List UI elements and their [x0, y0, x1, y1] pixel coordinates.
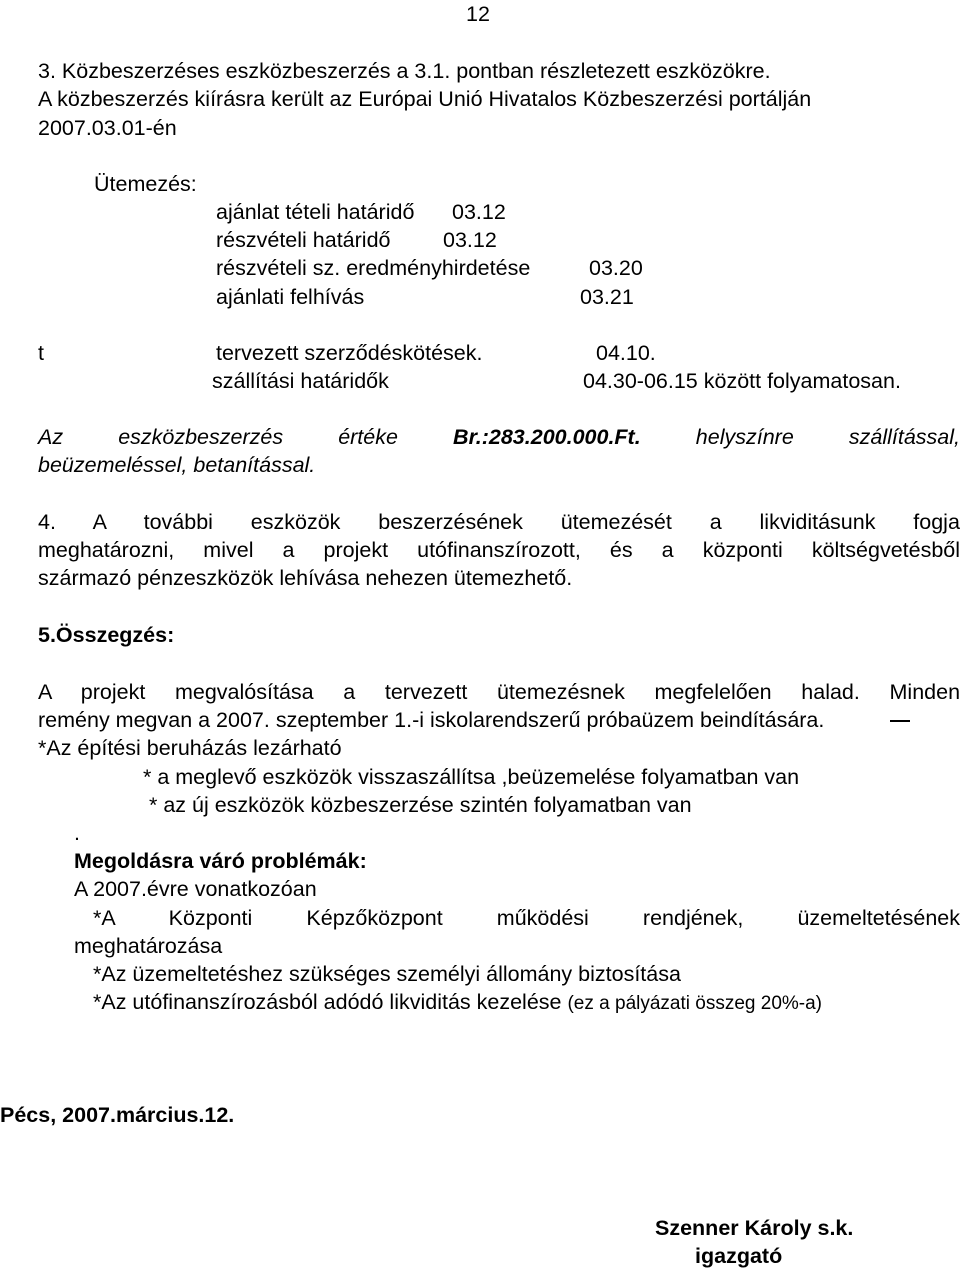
- place-date: Pécs, 2007.március.12.: [0, 1103, 235, 1127]
- word: A: [38, 680, 52, 704]
- word: likviditásunk: [759, 510, 876, 534]
- problems-item1-line1: [93, 908, 960, 930]
- schedule-item-value: 03.12: [452, 200, 506, 224]
- schedule-item-label: részvételi sz. eredményhirdetése: [216, 256, 531, 280]
- procurement-value-line1: [38, 427, 960, 449]
- word: értéke: [338, 425, 398, 449]
- problems-item3-main: *Az utófinanszírozásból adódó likviditás kezelése: [93, 990, 562, 1014]
- problems-item1-line2: meghatározása: [74, 934, 223, 958]
- t-marker: t: [38, 341, 44, 365]
- problems-heading: Megoldásra váró problémák:: [74, 849, 367, 873]
- section3-line3: 2007.03.01-én: [38, 116, 177, 140]
- problems-item3: [93, 992, 822, 1014]
- word: megvalósítása: [174, 680, 314, 704]
- schedule-label: Ütemezés:: [94, 172, 197, 196]
- word: Központi: [168, 906, 253, 930]
- contracts-label: tervezett szerződéskötések.: [216, 341, 483, 365]
- summary-line3: *Az építési beruházás lezárható: [38, 736, 342, 760]
- summary-dot: .: [74, 821, 80, 845]
- word: a: [282, 538, 295, 562]
- word: szállítással,: [848, 425, 960, 449]
- schedule-item-label: részvételi határidő: [216, 228, 391, 252]
- problems-item3-note: (ez a pályázati összeg 20%-a): [567, 993, 822, 1014]
- word: helyszínre: [695, 425, 794, 449]
- summary-line5: * az új eszközök közbeszerzése szintén folyamatban van: [149, 793, 692, 817]
- section3-line2: A közbeszerzés kiírásra került az Európai Unió Hivatalos Közbeszerzési portálján: [38, 87, 812, 111]
- delivery-label: szállítási határidők: [212, 369, 389, 393]
- word: *A: [93, 906, 115, 930]
- delivery-value: 04.30-06.15 között folyamatosan.: [583, 369, 901, 393]
- summary-line1: [38, 682, 960, 704]
- section3-line1: 3. Közbeszerzéses eszközbeszerzés a 3.1. pontban részletezett eszközökre.: [38, 59, 771, 83]
- signer-name: Szenner Károly s.k.: [655, 1216, 854, 1240]
- word: halad.: [801, 680, 860, 704]
- word: tervezett: [384, 680, 468, 704]
- section4-line2: [38, 540, 960, 562]
- schedule-item-label: ajánlati felhívás: [216, 285, 365, 309]
- word: fogja: [913, 510, 960, 534]
- signer-title: igazgató: [695, 1244, 783, 1268]
- word: mivel: [203, 538, 254, 562]
- problems-item2: *Az üzemeltetéshez szükséges személyi állomány biztosítása: [93, 962, 681, 986]
- word: központi: [702, 538, 783, 562]
- schedule-item-value: 03.12: [443, 228, 497, 252]
- word: a: [343, 680, 356, 704]
- word: 4.: [38, 510, 56, 534]
- word: Minden: [889, 680, 960, 704]
- word: költségvetésből: [811, 538, 960, 562]
- word: Az: [38, 425, 64, 449]
- page-number: 12: [466, 2, 490, 26]
- summary-line4: * a meglevő eszközök visszaszállítsa ,beüzemelése folyamatban van: [143, 765, 800, 789]
- word: megfelelően: [654, 680, 772, 704]
- word: utófinanszírozott,: [417, 538, 581, 562]
- word: eszközbeszerzés: [118, 425, 284, 449]
- section4-line3: származó pénzeszközök lehívása nehezen ütemezhető.: [38, 566, 573, 590]
- word: működési: [496, 906, 589, 930]
- word: a: [661, 538, 674, 562]
- word: Képzőközpont: [306, 906, 443, 930]
- word: ütemezését: [560, 510, 672, 534]
- dash-mark: [890, 720, 910, 722]
- word: a: [709, 510, 722, 534]
- word: beszerzésének: [378, 510, 523, 534]
- word: és: [609, 538, 633, 562]
- procurement-amount: Br.:283.200.000.Ft.: [453, 425, 641, 449]
- word: projekt: [323, 538, 389, 562]
- word: A: [92, 510, 106, 534]
- word: ütemezésnek: [496, 680, 625, 704]
- word: eszközök: [250, 510, 341, 534]
- procurement-value-line2: beüzemeléssel, betanítással.: [38, 453, 316, 477]
- schedule-item-label: ajánlat tételi határidő: [216, 200, 415, 224]
- summary-line2: remény megvan a 2007. szeptember 1.-i iskolarendszerű próbaüzem beindítására.: [38, 708, 825, 732]
- word: üzemeltetésének: [797, 906, 960, 930]
- section4-line1: [38, 512, 960, 534]
- word: projekt: [80, 680, 146, 704]
- summary-heading: 5.Összegzés:: [38, 623, 175, 647]
- word: rendjének,: [642, 906, 744, 930]
- problems-year-line: A 2007.évre vonatkozóan: [74, 877, 317, 901]
- word: további: [143, 510, 213, 534]
- contracts-value: 04.10.: [596, 341, 656, 365]
- schedule-item-value: 03.20: [589, 256, 643, 280]
- schedule-item-value: 03.21: [580, 285, 634, 309]
- word: meghatározni,: [38, 538, 175, 562]
